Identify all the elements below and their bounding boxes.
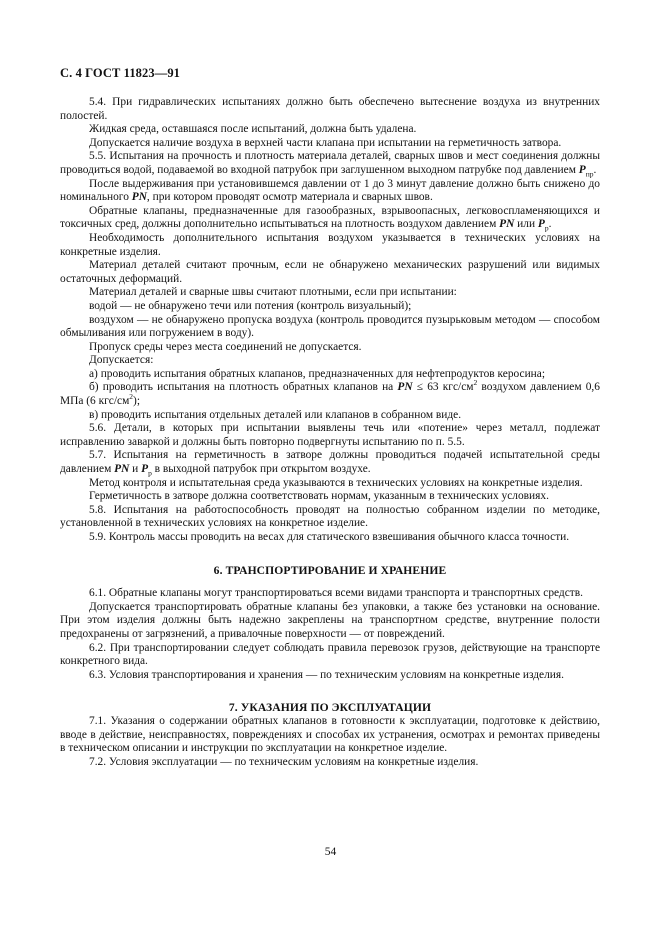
paragraph-6-1: 6.1. Обратные клапаны могут транспортироваться всеми видами транспорта и транспортных средств. (89, 587, 583, 600)
paragraph: Пропуск среды через места соединений не допускается. (89, 340, 362, 353)
paragraph-7-1: 7.1. Указания о содержании обратных клапанов в готовности к эксплуатации, подготовке к действию, вводе в действие, неисправностях, повреждениях и способах их устранения, осмотрах и ремонтах приведены в техническом описании и инструкции по эксплуатации на конкретное изделие. (60, 714, 600, 755)
paragraph: Допускается транспортировать обратные клапаны без упаковки, а также без установки на основание. При этом изделия должны быть надежно закреплены на транспортном средстве, внутренние полости предохранены от загрязнений, а привалочные поверхности — от повреждений. (60, 600, 600, 640)
paragraph-5-9: 5.9. Контроль массы проводить на весах для статического взвешивания обычного класса точности. (89, 531, 570, 543)
paragraph-5-7: 5.7. Испытания на герметичность в затворе должны проводиться подачей испытательной среды давлением PN и $P_р$ в выходной патрубок при открытом воздухе. (60, 449, 600, 478)
paragraph-7-2: 7.2. Условия эксплуатации — по техническим условиям на конкретные изделия. (89, 755, 479, 768)
paragraph-6-3: 6.3. Условия транспортирования и хранения — по техническим условиям на конкретные изделия. (89, 668, 564, 681)
paragraph: Допускается наличие воздуха в верхней части клапана при испытании на герметичность затвора. (89, 136, 562, 149)
paragraph: Обратные клапаны, предназначенные для газообразных, взрывоопасных, легковоспламеняющихся и токсичных сред, должны дополнительно испытываться на плотность воздухом давлением PN или $P_р$. (60, 204, 600, 233)
paragraph: Жидкая среда, оставшаяся после испытаний, должна быть удалена. (89, 123, 417, 136)
paragraph: Материал деталей и сварные швы считают плотными, если при испытании: (89, 286, 457, 299)
document-body (60, 96, 600, 769)
paragraph: После выдерживания при установившемся давлении от 1 до 3 минут давление должно быть снижено до номинального PN, при котором проводят осмотр материала и сварных швов. (60, 177, 600, 204)
paragraph: Необходимость дополнительного испытания воздухом указывается в технических условиях на конкретные изделия. (60, 231, 600, 258)
list-item-b: б) проводить испытания на плотность обратных клапанов на PN ≤ 63 кгс/$см^2$ воздухом давлением 0,6 МПа (6 кгс/$см^2$); (60, 378, 600, 408)
paragraph: Материал деталей считают прочным, если не обнаружено механических разрушений или видимых остаточных деформаций. (60, 259, 600, 285)
list-item-c: в) проводить испытания отдельных деталей или клапанов в собранном виде. (89, 408, 462, 421)
paragraph: водой — не обнаружено течи или потения (контроль визуальный); (89, 299, 412, 312)
paragraph: воздухом — не обнаружено пропуска воздуха (контроль проводится пузырьковым методом — способом обмыливания или погружением в воду). (60, 313, 600, 340)
paragraph: Метод контроля и испытательная среда указываются в технических условиях на конкретные изделия. (89, 476, 583, 489)
section-7-title: 7. УКАЗАНИЯ ПО ЭКСПЛУАТАЦИИ (228, 701, 432, 715)
paragraph-6-2: 6.2. При транспортировании следует соблюдать правила перевозок грузов, действующие на транспорте конкретного вида. (60, 641, 600, 668)
section-6-title: 6. ТРАНСПОРТИРОВАНИЕ И ХРАНЕНИЕ (213, 563, 447, 577)
list-item-a: а) проводить испытания обратных клапанов, предназначенных для нефтепродуктов керосина; (89, 367, 545, 380)
page-header: С. 4 ГОСТ 11823—91 (60, 66, 181, 80)
paragraph-5-5: 5.5. Испытания на прочность и плотность материала деталей, сварных швов и мест соединения должны проводиться водой, подаваемой во входной патрубок при заглушенном выходном патрубке под давлением $P_{пр}$. (60, 150, 600, 179)
paragraph-5-6: 5.6. Детали, в которых при испытании выявлены течь или «потение» через металл, подлежат исправлению заваркой и должны быть повторно подвергнуты испытанию по п. 5.5. (60, 422, 600, 448)
paragraph: Герметичность в затворе должна соответствовать нормам, указанным в технических условиях. (89, 490, 549, 503)
paragraph-5-4: 5.4. При гидравлических испытаниях должно быть обеспечено вытеснение воздуха из внутренних полостей. (60, 96, 600, 122)
paragraph: Допускается: (89, 354, 154, 367)
page-number: 54 (324, 846, 337, 858)
paragraph-5-8: 5.8. Испытания на работоспособность проводят на полностью собранном изделии по методике, установленной в технических условиях на конкретное изделие. (60, 503, 600, 530)
